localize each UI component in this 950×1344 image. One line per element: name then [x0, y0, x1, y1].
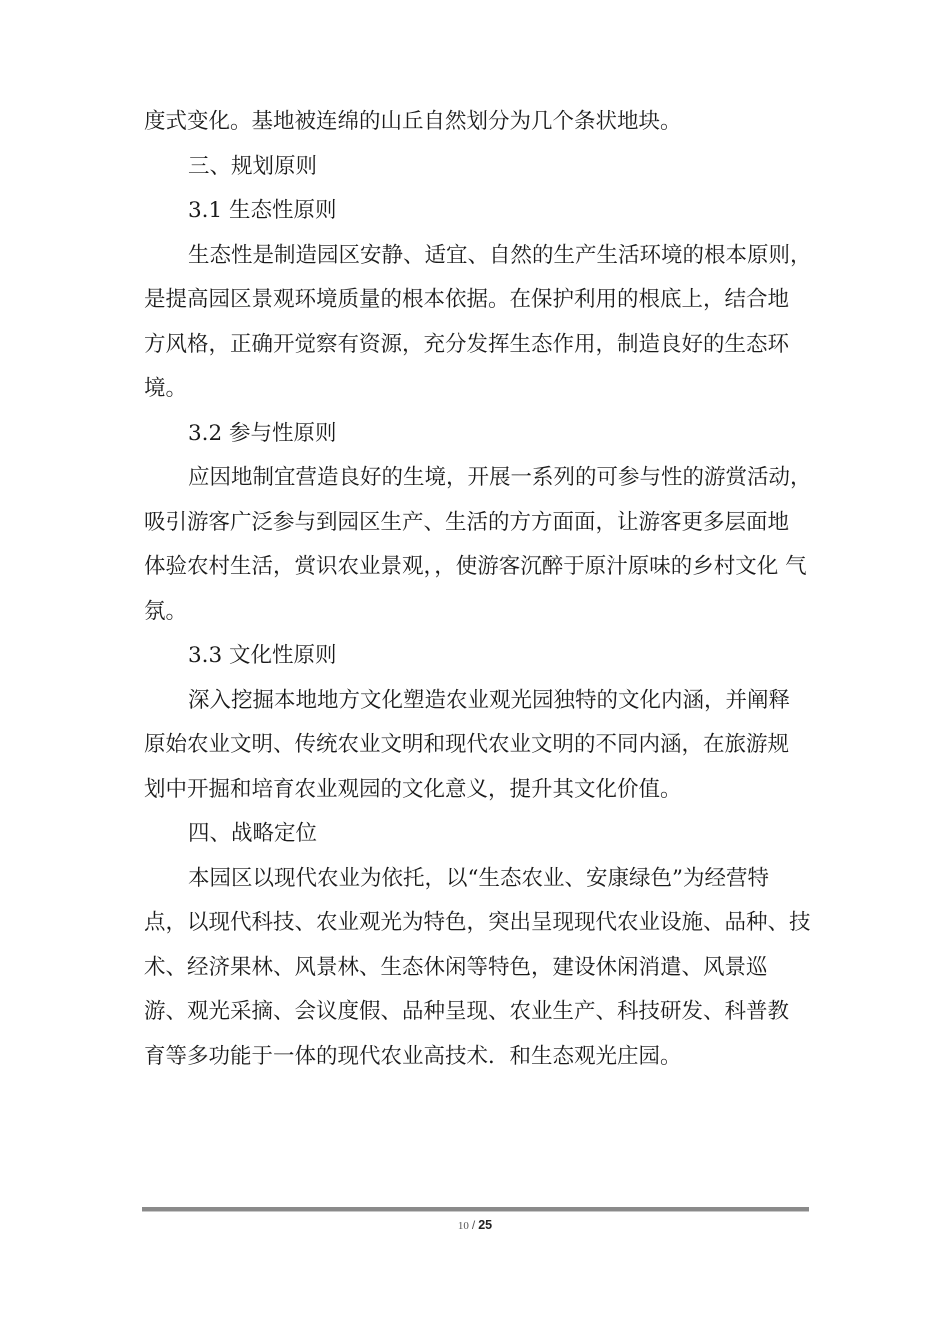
text-line: 方风格，正确开觉察有资源，充分发挥生态作用，制造良好的生态环	[144, 331, 790, 357]
text-line: 3.2 参与性原则	[188, 420, 337, 446]
text-line: 3.3 文化性原则	[188, 643, 337, 668]
page-number	[0, 1218, 950, 1232]
text-line: 深入挖掘本地地方文化塑造农业观光园独特的文化内涵，并阐释	[188, 687, 791, 713]
text-line: 氛。	[144, 598, 188, 624]
text-line: 是提高园区景观环境质量的根本依据。在保护利用的根底上，结合地	[144, 287, 790, 312]
text-line: 术、经济果林、风景林、生态休闲等特色，建设休闲消遣、风景巡	[144, 954, 768, 980]
text-line: 点，以现代科技、农业观光为特色，突出呈现现代农业设施、品种、技	[144, 910, 811, 935]
text-line: 三、规划原则	[188, 153, 318, 179]
footer-divider	[142, 1207, 809, 1212]
text-line: 四、战略定位	[188, 821, 318, 846]
text-line: 育等多功能于一体的现代农业高技术．和生态观光庄园。	[144, 1043, 682, 1069]
text-line: 生态性是制造园区安静、适宜、自然的生产生活环境的根本原则，	[188, 242, 812, 268]
page-separator: /	[471, 1218, 476, 1232]
body-text	[144, 100, 834, 1079]
text-line: 吸引游客广泛参与到园区生产、生活的方方面面，让游客更多层面地	[144, 509, 790, 535]
current-page-number: 10	[457, 1220, 469, 1232]
text-line: 体验农村生活，赏识农业景观，，使游客沉醉于原汁原味的乡村文化 气	[144, 554, 807, 579]
text-line: 游、观光采摘、会议度假、品种呈现、农业生产、科技研发、科普教	[144, 999, 790, 1024]
text-line: 本园区以现代农业为依托，以“生态农业、安康绿色”为经营特	[188, 865, 769, 891]
text-line: 划中开掘和培育农业观园的文化意义，提升其文化价值。	[144, 776, 682, 802]
text-line: 度式变化。基地被连绵的山丘自然划分为几个条状地块。	[144, 109, 682, 134]
text-line: 3.1 生态性原则	[188, 198, 337, 223]
text-line: 应因地制宜营造良好的生境，开展一系列的可参与性的游赏活动，	[188, 465, 812, 490]
text-line: 境。	[144, 376, 188, 401]
text-line: 原始农业文明、传统农业文明和现代农业文明的不同内涵，在旅游规	[144, 732, 790, 757]
total-pages: 25	[478, 1218, 493, 1232]
